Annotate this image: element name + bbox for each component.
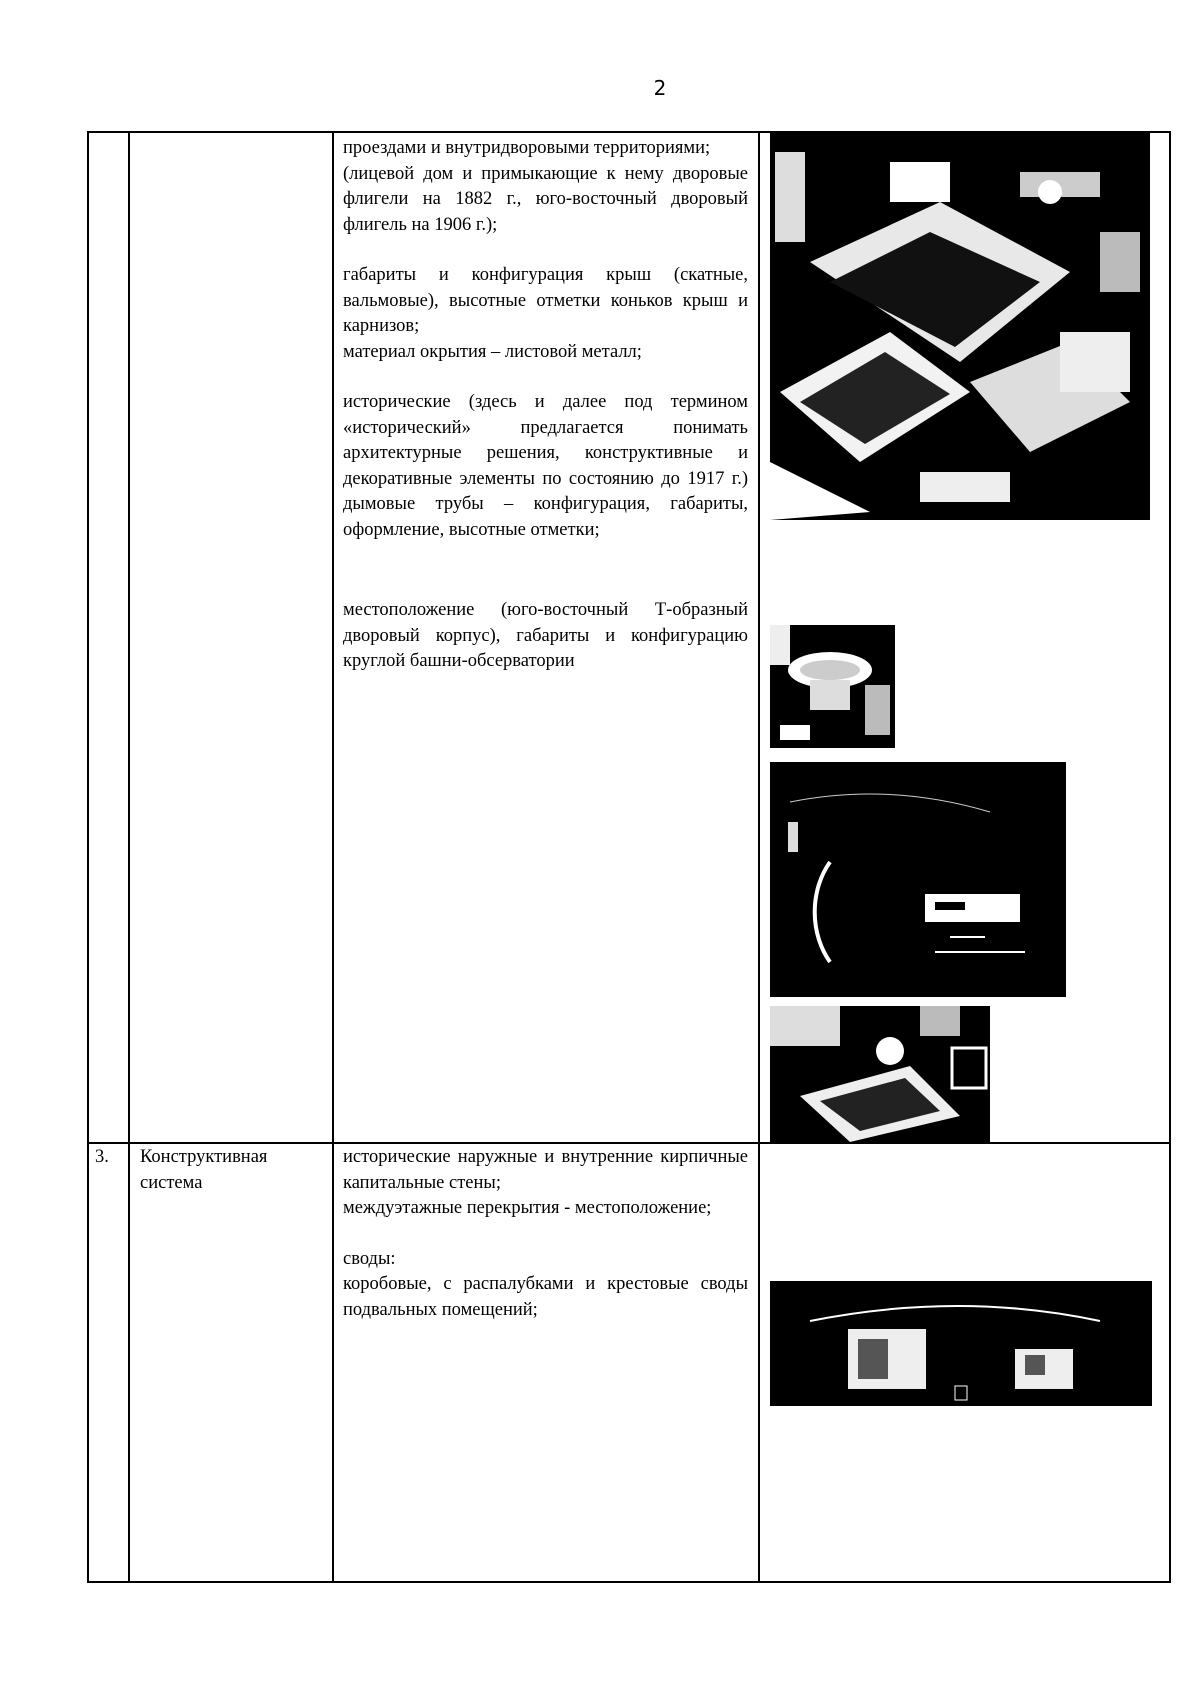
table-right-border: [1169, 131, 1171, 1583]
description-cell: [343, 1145, 748, 1323]
row-title: Конструктивная система: [140, 1147, 268, 1193]
description-cell: [343, 136, 748, 675]
tower-photo: [770, 625, 895, 748]
tower-plan-photo: [770, 762, 1066, 997]
column-divider: [758, 131, 760, 1583]
paragraph: местоположение (юго-восточный Т-образный дворовый корпус), габариты и конфигурацию круглой башни-обсерватории: [343, 600, 748, 671]
table-bottom-border: [87, 1581, 1171, 1583]
page-number: 2: [653, 76, 667, 100]
paragraph: междуэтажные перекрытия - местоположение;: [343, 1198, 712, 1218]
row-divider: [87, 1142, 1171, 1144]
paragraph: исторические наружные и внутренние кирпичные капитальные стены;: [343, 1147, 748, 1193]
paragraph: своды:: [343, 1248, 396, 1269]
paragraph: (лицевой дом и примыкающие к нему дворовые флигели на 1882 г., юго-восточный дворовый флигель на 1906 г.);: [343, 163, 748, 235]
tower-aerial-photo: [770, 1006, 990, 1142]
paragraph: материал окрытия – листовой металл;: [343, 341, 642, 362]
paragraph: проездами и внутридворовыми территориями;: [343, 138, 711, 158]
column-divider: [128, 131, 130, 1583]
paragraph: исторические (здесь и далее под термином «исторический» предлагается понимать архитектурные решения, конструктивные и декоративные элементы по состоянию до 1917 г.) дымовые трубы – конфигурация, габариты, оформление, высотные отметки;: [343, 392, 748, 540]
table-left-border: [87, 131, 89, 1583]
column-divider: [332, 131, 334, 1583]
paragraph: габариты и конфигурация крыш (скатные, вальмовые), высотные отметки коньков крыш и карнизов;: [343, 265, 748, 336]
vault-section-photo: [770, 1281, 1152, 1406]
paragraph: коробовые, с распалубками и крестовые своды подвальных помещений;: [343, 1274, 748, 1320]
row-number: 3.: [95, 1147, 109, 1167]
aerial-photo: [770, 132, 1150, 520]
